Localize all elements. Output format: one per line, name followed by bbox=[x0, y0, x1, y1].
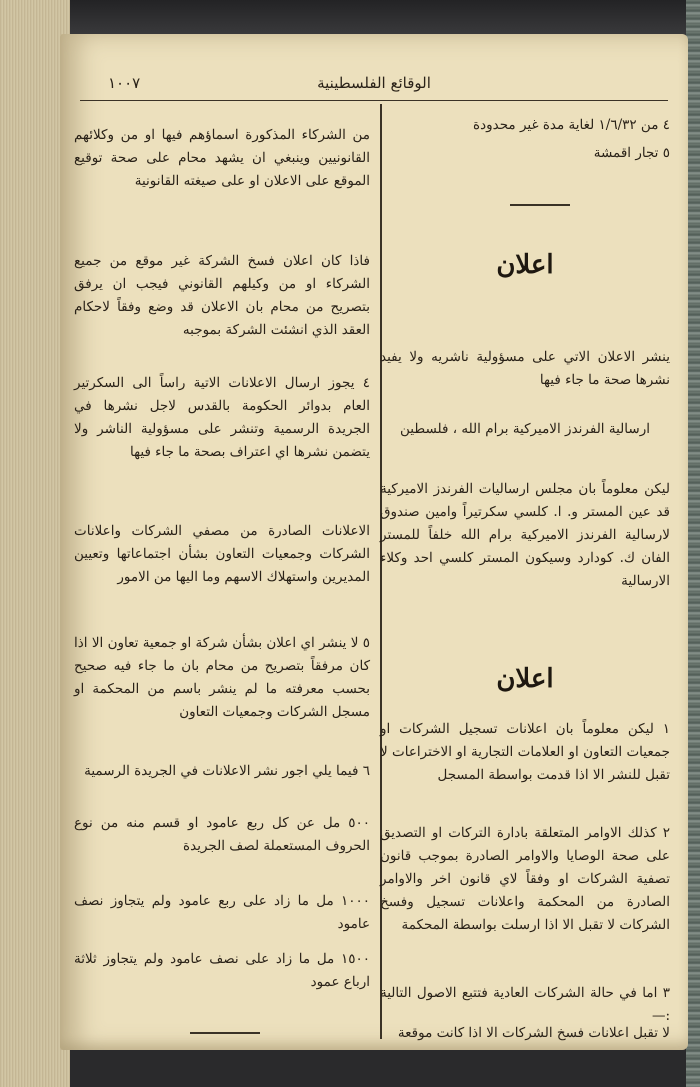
book-cover-top bbox=[0, 0, 700, 36]
document-page bbox=[60, 34, 688, 1050]
notice-heading-2: اعلان bbox=[496, 664, 554, 694]
book-cover-edge bbox=[686, 0, 700, 1087]
fee-line-3: ١٥٠٠ مل ما زاد على نصف عامود ولم يتجاوز ثلاثة ارباع عمود bbox=[74, 951, 370, 990]
paragraph-dissolution: فاذا كان اعلان فسخ الشركة غير موقع من جميع الشركاء او من وكيلهم القانوني فيجب ان يرفق بتصريح من محام بان الاعلان قد وضع وفقاً لاحكام العقد الذي انشئت الشركة بموجبه bbox=[74, 253, 370, 338]
rule-paragraph-1: ١ ليكن معلوماً بان اعلانات تسجيل الشركات او جمعيات التعاون او العلامات التجارية او الاختراعات لا تقبل للنشر الا اذا قدمت بواسطة المسجل bbox=[380, 721, 670, 783]
notice-intro: ينشر الاعلان الاتي على مسؤولية ناشريه ولا يفيد نشرها صحة ما جاء فيها bbox=[380, 349, 670, 388]
page-header bbox=[80, 72, 668, 101]
rule-paragraph-3: ٣ اما في حالة الشركات العادية فتتبع الاصول التالية :— bbox=[380, 985, 670, 1024]
notice-subtitle: ارسالية الفرندز الاميركية برام الله ، فلسطين bbox=[400, 421, 650, 437]
fee-line-1: ٥٠٠ مل عن كل ربع عامود او قسم منه من نوع الحروف المستعملة لصف الجريدة bbox=[74, 815, 370, 854]
notice-body: ليكن معلوماً بان مجلس ارساليات الفرندز الاميركية قد عين المستر و. ا. كلسي سكرتيراً وامين صندوق لارسالية الفرندز الاميركية برام الله خلفاً للمستر الفان ك. كودارد وسيكون المستر كلسي احد وكلاء الارسالية bbox=[380, 481, 670, 589]
list-item-5: ٥ تجار اقمشة bbox=[593, 145, 670, 161]
rule-paragraph-3a: لا تقبل اعلانات فسخ الشركات الا اذا كانت موقعة bbox=[397, 1025, 670, 1041]
paragraph-continuation: من الشركاء المذكورة اسماؤهم فيها او من وكلائهم القانونيين وينبغي ان يشهد محام على صحة توقيع الموقع على الاعلان او على صيغته القانونية bbox=[74, 127, 370, 189]
list-item-4: ٤ من ١/٦/٣٢ لغاية مدة غير محدودة bbox=[473, 117, 670, 133]
rule-paragraph-6: ٦ فيما يلي اجور نشر الاعلانات في الجريدة الرسمية bbox=[84, 763, 370, 779]
gazette-title: الوقائع الفلسطينية bbox=[317, 74, 431, 92]
rule-paragraph-4b: الاعلانات الصادرة من مصفي الشركات واعلانات الشركات وجمعيات التعاون بشأن اجتماعاتها وتعيين المديرين واستهلاك الاسهم وما اليها من الامور bbox=[74, 523, 370, 585]
end-divider bbox=[190, 1032, 260, 1034]
rule-paragraph-4: ٤ يجوز ارسال الاعلانات الاتية راساً الى السكرتير العام بدوائر الحكومة بالقدس لاجل نشرها في الجريدة الرسمية وتنشر على مسؤولية الناشر ولا يتضمن نشرها اي اعتراف بصحة ما جاء فيها bbox=[74, 375, 370, 460]
rule-paragraph-2: ٢ كذلك الاوامر المتعلقة بادارة التركات او التصديق على صحة الوصايا والاوامر الصادرة بموجب قانون تصفية الشركات او وفقاً لاي قانون اخر والاوامر الصادرة من المحكمة واعلانات تسجيل وفسخ الشركات لا تقبل الا اذا ارسلت بواسطة المحكمة bbox=[380, 825, 670, 933]
section-divider bbox=[510, 204, 570, 206]
notice-heading-1: اعلان bbox=[496, 250, 554, 280]
page-number: ١٠٠٧ bbox=[108, 74, 141, 92]
rule-paragraph-5: ٥ لا ينشر اي اعلان بشأن شركة او جمعية تعاون الا اذا كان مرفقاً بتصريح من محام بان ما جاء فيه صحيح بحسب معرفته ما لم ينشر باسم من المحكمة او مسجل الشركات وجمعيات التعاون bbox=[74, 635, 370, 720]
fee-line-2: ١٠٠٠ مل ما زاد على ربع عامود ولم يتجاوز نصف عامود bbox=[74, 893, 370, 932]
